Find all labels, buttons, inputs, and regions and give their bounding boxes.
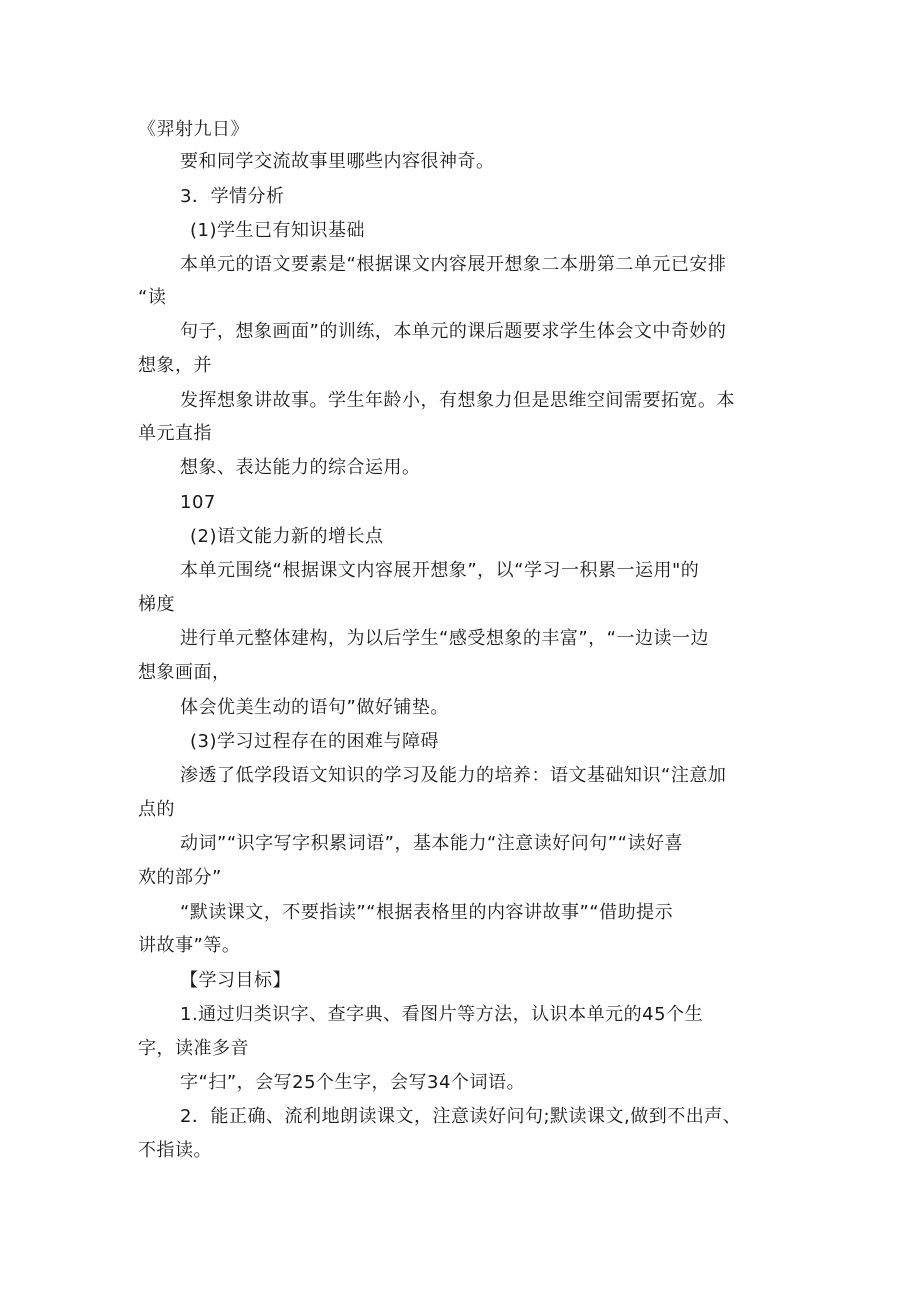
text-line: 渗透了低学段语文知识的学习及能力的培养：语文基础知识“注意加 [180, 765, 727, 786]
text-line: 要和同学交流故事里哪些内容很神奇。 [180, 151, 495, 172]
text-line: 讲故事”等。 [138, 935, 241, 956]
text-line: 欢的部分” [138, 867, 222, 888]
section-heading: 【学习目标】 [180, 970, 291, 991]
text-line: 《羿射九日》 [138, 119, 249, 140]
text-line: 字“扫”，会写25个生字，会写34个词语。 [180, 1072, 525, 1093]
page-number: 107 [180, 492, 216, 513]
text-line: 动词”“识字写字积累词语”，基本能力“注意读好问句”“读好喜 [180, 833, 683, 854]
text-line: 本单元的语文要素是“根据课文内容展开想象二本册第二单元已安排 [180, 254, 727, 275]
text-line: 体会优美生动的语句”做好铺垫。 [180, 697, 449, 718]
text-line: 不指读。 [138, 1140, 212, 1161]
text-line: 想象，并 [138, 355, 212, 376]
text-line: 本单元围绕“根据课文内容展开想象”，以“学习一积累一运用"的 [180, 560, 700, 581]
text-line: 1.通过归类识字、查字典、看图片等方法，认识本单元的45个生 [180, 1004, 704, 1025]
text-line: 字，读准多音 [138, 1038, 249, 1059]
text-line: 梯度 [138, 594, 175, 615]
text-line: 句子，想象画面”的训练，本单元的课后题要求学生体会文中奇妙的 [180, 321, 727, 342]
text-line: 发挥想象讲故事。学生年龄小，有想象力但是思维空间需要拓宽。本 [180, 390, 735, 411]
text-line: “读 [138, 287, 167, 308]
text-line: “默读课文，不要指读”“根据表格里的内容讲故事”“借助提示 [180, 902, 674, 923]
text-line: 2．能正确、流利地朗读课文，注意读好问句;默读课文,做到不出声、 [180, 1106, 742, 1127]
text-line: 单元直指 [138, 423, 212, 444]
section-heading: 3．学情分析 [180, 186, 285, 207]
subsection-heading: (1)学生已有知识基础 [190, 220, 365, 241]
text-line: 想象、表达能力的综合运用。 [180, 457, 421, 478]
text-line: 进行单元整体建构，为以后学生“感受想象的丰富”，“一边读一边 [180, 628, 709, 649]
text-line: 想象画面， [138, 662, 231, 683]
subsection-heading: (2)语文能力新的增长点 [190, 526, 384, 547]
text-line: 点的 [138, 799, 175, 820]
subsection-heading: (3)学习过程存在的困难与障碍 [190, 731, 439, 752]
